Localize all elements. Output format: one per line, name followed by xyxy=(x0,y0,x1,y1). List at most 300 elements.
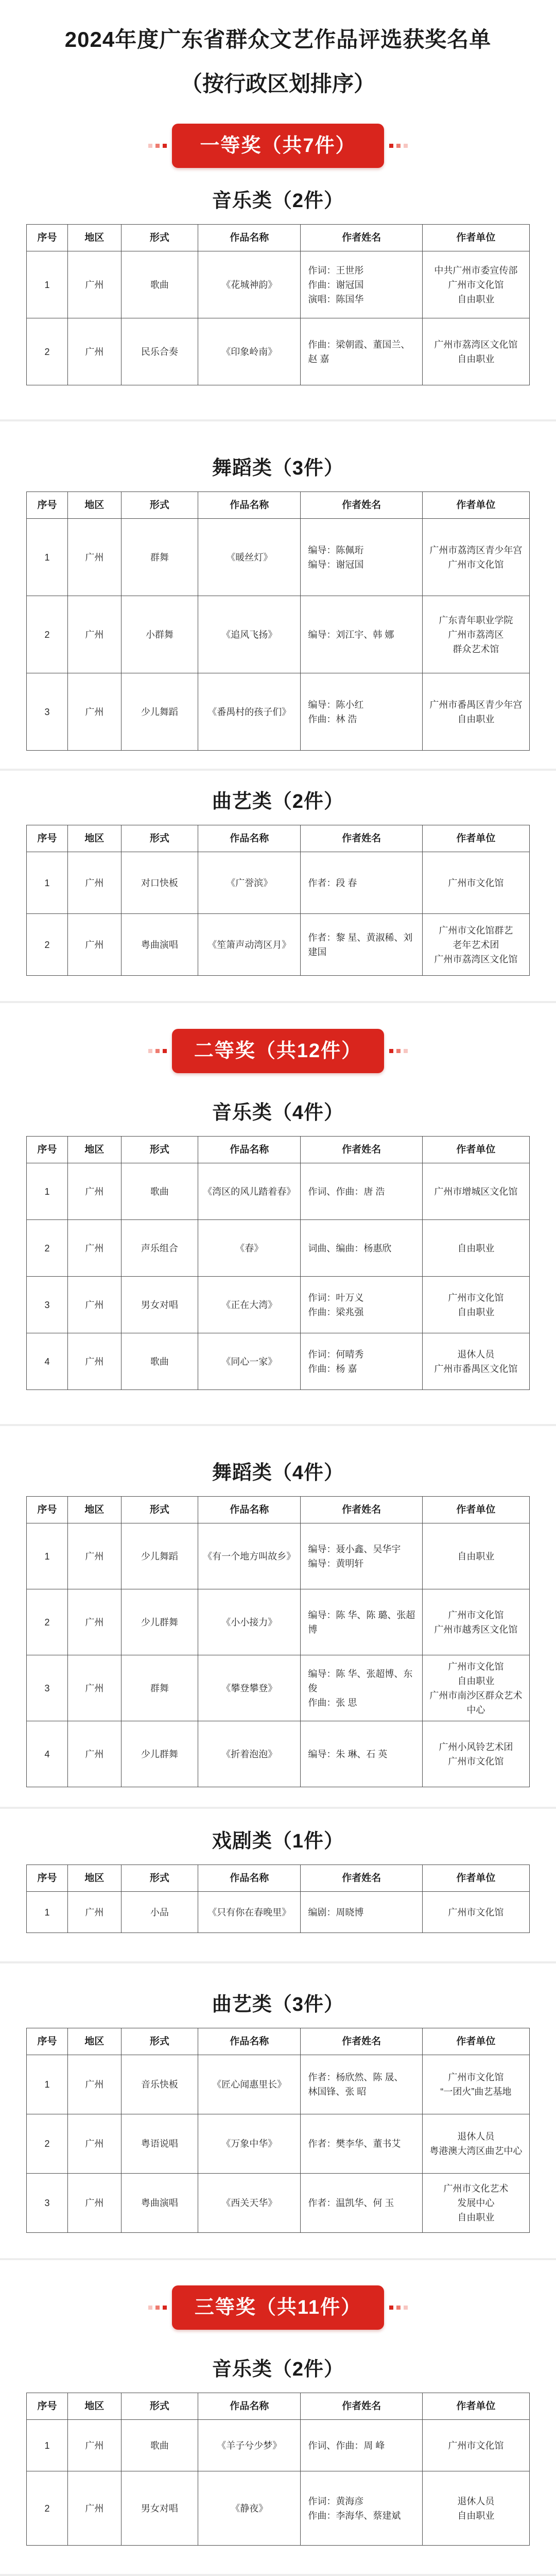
category-heading: 音乐类（4件） xyxy=(212,1102,344,1124)
author-line: 编导：刘江宇、韩 娜 xyxy=(308,629,394,640)
units-cell xyxy=(422,1163,529,1220)
table-body xyxy=(27,2420,530,2546)
table-header xyxy=(27,2028,530,2055)
column-header: 作品名称 xyxy=(198,492,301,519)
table-header xyxy=(27,492,530,519)
form-cell: 声乐组合 xyxy=(121,1220,198,1277)
unit-line: 退休人员 xyxy=(457,2496,495,2506)
prize-banner-title: 二等奖（共12件） xyxy=(194,1040,362,1062)
author-line: 编导：谢冠国 xyxy=(308,559,364,570)
unit-line: 广州市文化馆 xyxy=(448,1661,504,1672)
header-row xyxy=(27,825,530,852)
region-cell: 广州 xyxy=(68,1523,121,1589)
header-row xyxy=(27,1497,530,1523)
unit-line: 自由职业 xyxy=(457,1307,495,1317)
table-body xyxy=(27,251,530,385)
work-title-cell: 《番禺村的孩子们》 xyxy=(198,673,301,751)
form-cell: 歌曲 xyxy=(121,2420,198,2471)
units-cell xyxy=(422,596,529,673)
authors-cell xyxy=(301,596,422,673)
form-cell: 群舞 xyxy=(121,519,198,596)
work-title-cell: 《西关天华》 xyxy=(198,2174,301,2233)
author-line: 编导：黄明轩 xyxy=(308,1558,364,1569)
units-cell xyxy=(422,2420,529,2471)
award-category-section xyxy=(26,1828,530,1933)
category-heading: 戏剧类（1件） xyxy=(212,1831,344,1852)
units-cell xyxy=(422,914,529,976)
form-cell: 小群舞 xyxy=(121,596,198,673)
work-title-cell: 《折着泡泡》 xyxy=(198,1721,301,1787)
column-header: 作者单位 xyxy=(422,1497,529,1523)
authors-cell xyxy=(301,852,422,914)
form-cell: 歌曲 xyxy=(121,251,198,318)
author-line: 编导：朱 琳、石 英 xyxy=(308,1749,388,1759)
banner-decoration xyxy=(148,2306,167,2310)
table-body xyxy=(27,2055,530,2233)
units-cell xyxy=(422,1220,529,1277)
form-cell: 群舞 xyxy=(121,1655,198,1721)
column-header: 形式 xyxy=(121,825,198,852)
table-row xyxy=(27,1220,530,1277)
section-divider xyxy=(0,419,556,421)
column-header: 作品名称 xyxy=(198,1497,301,1523)
table-row xyxy=(27,318,530,385)
award-category-section xyxy=(26,1100,530,1390)
unit-line: 广州市荔湾区青少年宫 xyxy=(429,545,523,555)
category-heading: 音乐类（2件） xyxy=(212,2359,344,2380)
region-cell: 广州 xyxy=(68,1333,121,1390)
row-number-cell: 1 xyxy=(27,2055,68,2114)
row-number-cell: 2 xyxy=(27,1220,68,1277)
column-header: 形式 xyxy=(121,225,198,251)
decoration-dot xyxy=(396,144,401,148)
category-heading: 音乐类（2件） xyxy=(212,190,344,212)
authors-cell xyxy=(301,673,422,751)
row-number-cell: 2 xyxy=(27,2471,68,2546)
award-table xyxy=(26,2028,530,2233)
row-number-cell: 1 xyxy=(27,251,68,318)
table-header xyxy=(27,1137,530,1163)
region-cell: 广州 xyxy=(68,1892,121,1933)
table-row xyxy=(27,1163,530,1220)
authors-cell xyxy=(301,1523,422,1589)
column-header: 序号 xyxy=(27,1497,68,1523)
table-row xyxy=(27,251,530,318)
header-row xyxy=(27,2393,530,2420)
row-number-cell: 2 xyxy=(27,1589,68,1655)
decoration-dot xyxy=(155,144,160,148)
table-header xyxy=(27,225,530,251)
authors-cell xyxy=(301,1589,422,1655)
units-cell xyxy=(422,519,529,596)
row-number-cell: 4 xyxy=(27,1333,68,1390)
decoration-dot xyxy=(389,1049,393,1053)
column-header: 作品名称 xyxy=(198,825,301,852)
form-cell: 音乐快板 xyxy=(121,2055,198,2114)
author-line: 作曲：梁兆强 xyxy=(308,1307,364,1317)
column-header: 作者姓名 xyxy=(301,492,422,519)
column-header: 序号 xyxy=(27,225,68,251)
row-number-cell: 1 xyxy=(27,1163,68,1220)
page-title: 2024年度广东省群众文艺作品评选获奖名单 xyxy=(64,27,492,52)
work-title-cell: 《匠心闻惠里长》 xyxy=(198,2055,301,2114)
column-header: 地区 xyxy=(68,1497,121,1523)
table-header xyxy=(27,825,530,852)
column-header: 作者姓名 xyxy=(301,1865,422,1892)
decoration-dot xyxy=(404,2306,408,2310)
unit-line: 广州市荔湾区 xyxy=(448,629,504,640)
author-line: 编导：陈小红 xyxy=(308,699,364,710)
column-header: 形式 xyxy=(121,2393,198,2420)
table-row xyxy=(27,673,530,751)
unit-line: 自由职业 xyxy=(457,353,495,364)
prize-banner xyxy=(172,124,384,168)
section-divider xyxy=(0,2258,556,2260)
column-header: 地区 xyxy=(68,2028,121,2055)
table-body xyxy=(27,1163,530,1390)
unit-line: 广州市文化馆 xyxy=(448,559,504,570)
unit-line: 退休人员 xyxy=(457,2131,495,2142)
units-cell xyxy=(422,1523,529,1589)
authors-cell xyxy=(301,1655,422,1721)
work-title-cell: 《攀登攀登》 xyxy=(198,1655,301,1721)
author-line: 作者：杨欣然、陈 晟、 xyxy=(308,2072,404,2082)
header-row xyxy=(27,492,530,519)
unit-line: 广州市文化馆 xyxy=(448,877,504,888)
work-title-cell: 《小小接力》 xyxy=(198,1589,301,1655)
section-divider xyxy=(0,1961,556,1963)
work-title-cell: 《广誉滨》 xyxy=(198,852,301,914)
table-row xyxy=(27,1333,530,1390)
column-header: 作者单位 xyxy=(422,2393,529,2420)
unit-line: 广州市文化馆 xyxy=(448,2440,504,2451)
column-header: 作者单位 xyxy=(422,1865,529,1892)
unit-line: 广州市南沙区群众艺术中心 xyxy=(429,1690,523,1715)
column-header: 作者姓名 xyxy=(301,2393,422,2420)
table-header xyxy=(27,2393,530,2420)
author-line: 编导：聂小鑫、吴华宇 xyxy=(308,1544,401,1554)
table-row xyxy=(27,1277,530,1333)
table-body xyxy=(27,852,530,976)
unit-line: 群众艺术馆 xyxy=(453,643,499,654)
authors-cell xyxy=(301,1333,422,1390)
form-cell: 少儿群舞 xyxy=(121,1589,198,1655)
column-header: 作者姓名 xyxy=(301,225,422,251)
units-cell xyxy=(422,1277,529,1333)
table-row xyxy=(27,852,530,914)
work-title-cell: 《静夜》 xyxy=(198,2471,301,2546)
row-number-cell: 3 xyxy=(27,2174,68,2233)
unit-line: 广州小风铃艺术团 xyxy=(439,1741,513,1752)
unit-line: 广州市文化馆 xyxy=(448,2072,504,2082)
unit-line: 自由职业 xyxy=(457,2212,495,2223)
unit-line: 广州市文化馆 xyxy=(448,279,504,290)
units-cell xyxy=(422,1333,529,1390)
authors-cell xyxy=(301,914,422,976)
unit-line: 自由职业 xyxy=(457,2510,495,2521)
author-line: 作词、作曲：周 峰 xyxy=(308,2440,385,2451)
unit-line: 广州市文化馆 xyxy=(448,1292,504,1303)
header-row xyxy=(27,2028,530,2055)
column-header: 作品名称 xyxy=(198,2028,301,2055)
form-cell: 对口快板 xyxy=(121,852,198,914)
authors-cell xyxy=(301,251,422,318)
region-cell: 广州 xyxy=(68,1220,121,1277)
column-header: 地区 xyxy=(68,1137,121,1163)
author-line: 演唱：陈国华 xyxy=(308,294,364,304)
row-number-cell: 3 xyxy=(27,1655,68,1721)
column-header: 序号 xyxy=(27,1137,68,1163)
award-table xyxy=(26,1136,530,1390)
unit-line: 自由职业 xyxy=(457,714,495,724)
table-row xyxy=(27,519,530,596)
category-heading: 舞蹈类（4件） xyxy=(212,1462,344,1484)
form-cell: 少儿群舞 xyxy=(121,1721,198,1787)
work-title-cell: 《只有你在春晚里》 xyxy=(198,1892,301,1933)
author-line: 编导：陈 华、陈 璐、张超博 xyxy=(308,1609,415,1635)
authors-cell xyxy=(301,2471,422,2546)
region-cell: 广州 xyxy=(68,2055,121,2114)
region-cell: 广州 xyxy=(68,251,121,318)
author-line: 作者：樊李华、董书艾 xyxy=(308,2139,401,2149)
award-table xyxy=(26,825,530,976)
region-cell: 广州 xyxy=(68,673,121,751)
banner-decoration xyxy=(389,144,408,148)
table-row xyxy=(27,2055,530,2114)
column-header: 地区 xyxy=(68,825,121,852)
row-number-cell: 2 xyxy=(27,2114,68,2174)
unit-line: 广州市文化馆群艺 xyxy=(439,925,513,936)
section-divider xyxy=(0,1001,556,1003)
column-header: 地区 xyxy=(68,2393,121,2420)
unit-line: 广州市越秀区文化馆 xyxy=(434,1624,518,1635)
header-row xyxy=(27,225,530,251)
unit-line: 自由职业 xyxy=(457,1243,495,1253)
authors-cell xyxy=(301,1277,422,1333)
units-cell xyxy=(422,1892,529,1933)
region-cell: 广州 xyxy=(68,519,121,596)
row-number-cell: 2 xyxy=(27,318,68,385)
table-row xyxy=(27,2471,530,2546)
units-cell xyxy=(422,2114,529,2174)
row-number-cell: 2 xyxy=(27,914,68,976)
unit-line: 广州市番禺区文化馆 xyxy=(434,1363,518,1374)
form-cell: 粤语说唱 xyxy=(121,2114,198,2174)
prize-banner xyxy=(172,1029,384,1073)
category-heading: 舞蹈类（3件） xyxy=(212,457,344,479)
award-category-section xyxy=(26,1992,530,2233)
prize-banner-title: 一等奖（共7件） xyxy=(200,135,356,157)
column-header: 序号 xyxy=(27,2028,68,2055)
unit-line: 广州市文化馆 xyxy=(448,1907,504,1918)
column-header: 序号 xyxy=(27,2393,68,2420)
form-cell: 少儿舞蹈 xyxy=(121,673,198,751)
work-title-cell: 《万象中华》 xyxy=(198,2114,301,2174)
region-cell: 广州 xyxy=(68,852,121,914)
author-line: 林国锋、张 昭 xyxy=(308,2087,367,2097)
table-row xyxy=(27,914,530,976)
units-cell xyxy=(422,1589,529,1655)
units-cell xyxy=(422,2055,529,2114)
region-cell: 广州 xyxy=(68,318,121,385)
unit-line: 广州市文化馆 xyxy=(448,1756,504,1767)
table-row xyxy=(27,2174,530,2233)
work-title-cell: 《有一个地方叫故乡》 xyxy=(198,1523,301,1589)
region-cell: 广州 xyxy=(68,1163,121,1220)
column-header: 作者单位 xyxy=(422,825,529,852)
column-header: 作者姓名 xyxy=(301,1497,422,1523)
authors-cell xyxy=(301,2055,422,2114)
column-header: 形式 xyxy=(121,1865,198,1892)
form-cell: 歌曲 xyxy=(121,1333,198,1390)
author-line: 作词、作曲：唐 浩 xyxy=(308,1186,385,1197)
work-title-cell: 《湾区的风儿踏着春》 xyxy=(198,1163,301,1220)
unit-line: 广州市文化馆 xyxy=(448,1609,504,1620)
column-header: 作者单位 xyxy=(422,2028,529,2055)
award-category-section xyxy=(26,1460,530,1787)
decoration-dot xyxy=(396,1049,401,1053)
work-title-cell: 《暖丝灯》 xyxy=(198,519,301,596)
column-header: 形式 xyxy=(121,1497,198,1523)
units-cell xyxy=(422,673,529,751)
category-heading: 曲艺类（3件） xyxy=(212,1994,344,2015)
form-cell: 粤曲演唱 xyxy=(121,2174,198,2233)
author-line: 作者：段 春 xyxy=(308,877,357,888)
header-row xyxy=(27,1137,530,1163)
units-cell xyxy=(422,852,529,914)
banner-decoration xyxy=(148,144,167,148)
row-number-cell: 1 xyxy=(27,1892,68,1933)
decoration-dot xyxy=(404,1049,408,1053)
author-line: 作曲：张 思 xyxy=(308,1697,357,1708)
award-category-section xyxy=(26,455,530,751)
author-line: 作曲：李海华、蔡建斌 xyxy=(308,2510,401,2521)
author-line: 编剧：周晓博 xyxy=(308,1907,364,1918)
category-heading: 曲艺类（2件） xyxy=(212,791,344,812)
column-header: 作者姓名 xyxy=(301,825,422,852)
column-header: 地区 xyxy=(68,1865,121,1892)
section-divider xyxy=(0,1424,556,1426)
author-line: 词曲、编曲：杨惠欣 xyxy=(308,1243,392,1253)
table-row xyxy=(27,1892,530,1933)
table-row xyxy=(27,596,530,673)
column-header: 地区 xyxy=(68,492,121,519)
unit-line: 粤港澳大湾区曲艺中心 xyxy=(429,2146,523,2156)
form-cell: 民乐合奏 xyxy=(121,318,198,385)
award-table xyxy=(26,492,530,751)
units-cell xyxy=(422,2471,529,2546)
work-title-cell: 《羊子兮少梦》 xyxy=(198,2420,301,2471)
work-title-cell: 《春》 xyxy=(198,1220,301,1277)
form-cell: 粤曲演唱 xyxy=(121,914,198,976)
banner-decoration xyxy=(389,2306,408,2310)
author-line: 编导：陈 华、张超博、东 俊 xyxy=(308,1668,413,1693)
prize-banner xyxy=(172,2285,384,2330)
author-line: 作者：温凯华、何 玉 xyxy=(308,2198,394,2208)
award-table xyxy=(26,2393,530,2546)
row-number-cell: 2 xyxy=(27,596,68,673)
work-title-cell: 《同心一家》 xyxy=(198,1333,301,1390)
table-body xyxy=(27,519,530,751)
units-cell xyxy=(422,1655,529,1721)
table-header xyxy=(27,1865,530,1892)
column-header: 作品名称 xyxy=(198,225,301,251)
row-number-cell: 3 xyxy=(27,673,68,751)
unit-line: 自由职业 xyxy=(457,294,495,304)
row-number-cell: 1 xyxy=(27,1523,68,1589)
banner-decoration xyxy=(389,1049,408,1053)
form-cell: 男女对唱 xyxy=(121,2471,198,2546)
units-cell xyxy=(422,251,529,318)
decoration-dot xyxy=(163,2306,167,2310)
unit-line: 中共广州市委宣传部 xyxy=(434,265,518,276)
column-header: 形式 xyxy=(121,2028,198,2055)
form-cell: 男女对唱 xyxy=(121,1277,198,1333)
decoration-dot xyxy=(163,144,167,148)
region-cell: 广州 xyxy=(68,1721,121,1787)
work-title-cell: 《正在大湾》 xyxy=(198,1277,301,1333)
author-line: 作曲：谢冠国 xyxy=(308,279,364,290)
authors-cell xyxy=(301,2174,422,2233)
region-cell: 广州 xyxy=(68,2471,121,2546)
authors-cell xyxy=(301,1721,422,1787)
decoration-dot xyxy=(404,144,408,148)
column-header: 序号 xyxy=(27,1865,68,1892)
author-line: 作词：何晴秀 xyxy=(308,1349,364,1360)
table-row xyxy=(27,1523,530,1589)
decoration-dot xyxy=(163,1049,167,1053)
column-header: 作者姓名 xyxy=(301,2028,422,2055)
units-cell xyxy=(422,1721,529,1787)
award-category-section xyxy=(26,2357,530,2546)
authors-cell xyxy=(301,1892,422,1933)
authors-cell xyxy=(301,2114,422,2174)
table-row xyxy=(27,1721,530,1787)
award-table xyxy=(26,224,530,385)
author-line: 作者：黎 星、黄淑稀、刘建国 xyxy=(308,932,413,957)
author-line: 作曲：林 浩 xyxy=(308,714,357,724)
table-body xyxy=(27,1892,530,1933)
table-row xyxy=(27,1655,530,1721)
unit-line: 广州市文化艺术 xyxy=(443,2183,509,2194)
decoration-dot xyxy=(148,144,152,148)
region-cell: 广州 xyxy=(68,1655,121,1721)
form-cell: 少儿舞蹈 xyxy=(121,1523,198,1589)
work-title-cell: 《笙箫声动湾区月》 xyxy=(198,914,301,976)
column-header: 序号 xyxy=(27,492,68,519)
authors-cell xyxy=(301,1163,422,1220)
unit-line: 自由职业 xyxy=(457,1675,495,1686)
author-line: 作曲：杨 嘉 xyxy=(308,1363,357,1374)
unit-line: 发展中心 xyxy=(457,2198,495,2208)
award-table xyxy=(26,1496,530,1787)
table-row xyxy=(27,1589,530,1655)
column-header: 形式 xyxy=(121,1137,198,1163)
row-number-cell: 4 xyxy=(27,1721,68,1787)
region-cell: 广州 xyxy=(68,2174,121,2233)
decoration-dot xyxy=(148,2306,152,2310)
author-line: 作曲：梁朝霞、董国兰、赵 嘉 xyxy=(308,339,410,364)
author-line: 作词：叶万义 xyxy=(308,1292,364,1303)
author-line: 作词：王世彤 xyxy=(308,265,364,276)
region-cell: 广州 xyxy=(68,1277,121,1333)
row-number-cell: 1 xyxy=(27,519,68,596)
region-cell: 广州 xyxy=(68,596,121,673)
region-cell: 广州 xyxy=(68,2420,121,2471)
units-cell xyxy=(422,2174,529,2233)
author-line: 作词：黄海彦 xyxy=(308,2496,364,2506)
column-header: 作品名称 xyxy=(198,1865,301,1892)
